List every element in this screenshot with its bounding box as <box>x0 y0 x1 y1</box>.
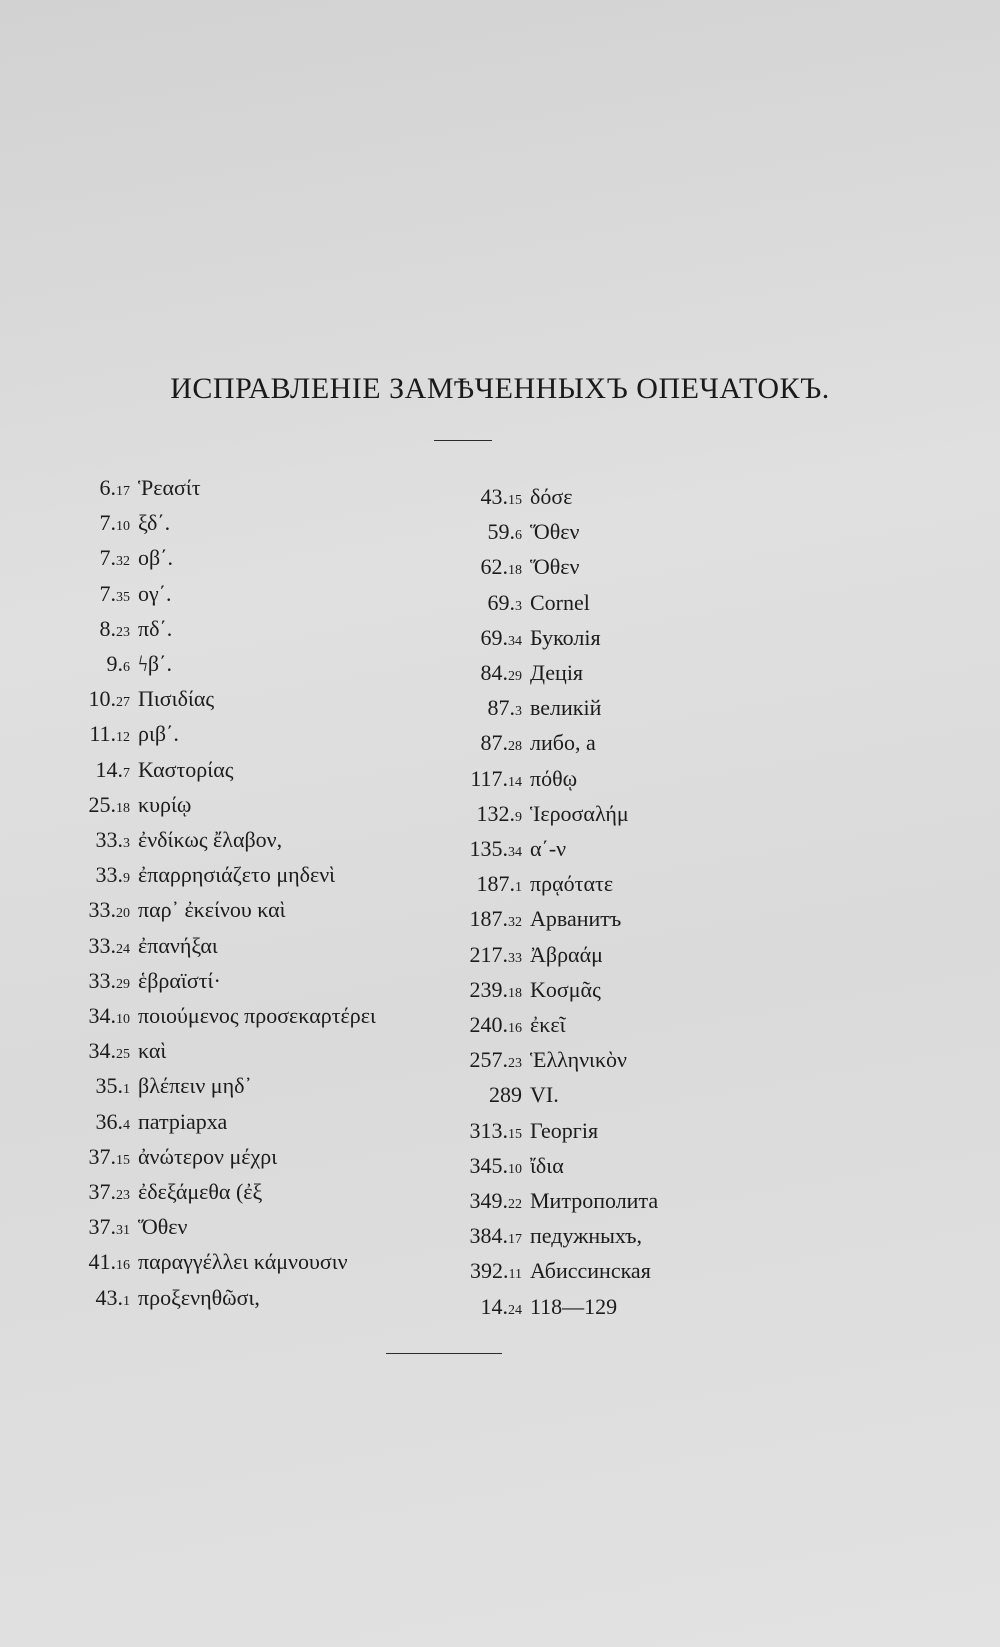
page-number: 313. <box>469 1117 508 1143</box>
corrected-text: великій <box>530 695 602 721</box>
corrected-text: ριβ΄. <box>138 721 179 747</box>
errata-entry <box>450 868 658 903</box>
line-number: 35 <box>116 589 130 605</box>
line-number: 24 <box>508 1302 522 1318</box>
line-number: 16 <box>508 1021 522 1037</box>
page-number: 217. <box>469 941 508 967</box>
errata-reference <box>62 859 130 894</box>
errata-entry <box>450 481 658 516</box>
errata-reference <box>450 1115 522 1150</box>
page-number: 239. <box>469 976 508 1002</box>
corrected-text: Ῥεασίτ <box>138 475 201 500</box>
line-number: 6 <box>123 660 130 676</box>
page-number: 7. <box>99 580 116 606</box>
line-number: 33 <box>508 950 522 966</box>
page-number: 87. <box>480 730 508 756</box>
errata-reference <box>450 903 522 938</box>
errata-entry <box>450 657 658 692</box>
page-number: 132. <box>476 800 515 826</box>
errata-reference <box>450 516 522 551</box>
line-number: 3 <box>515 598 522 614</box>
corrected-text: ογ΄. <box>138 580 172 606</box>
page-number: 8. <box>99 615 116 641</box>
page-number: 117. <box>470 765 508 791</box>
errata-entry <box>62 789 376 824</box>
page-number: 37. <box>88 1143 116 1169</box>
errata-reference <box>62 1141 130 1176</box>
corrected-text: ἐκεῖ <box>530 1012 566 1038</box>
errata-entry <box>62 472 376 507</box>
errata-reference <box>62 1106 130 1141</box>
page-number: 384. <box>469 1223 508 1249</box>
corrected-text: Буколія <box>530 624 601 650</box>
page-number: 33. <box>95 862 123 888</box>
line-number: 32 <box>508 915 522 931</box>
errata-reference <box>450 551 522 586</box>
line-number: 11 <box>508 1267 522 1283</box>
line-number: 3 <box>515 704 522 720</box>
page-number: 69. <box>480 624 508 650</box>
page-number: 87. <box>487 695 515 721</box>
corrected-text: ἴδια <box>530 1152 564 1178</box>
errata-reference <box>62 754 130 789</box>
page-number: 33. <box>88 967 116 993</box>
errata-entry <box>450 551 658 586</box>
errata-reference <box>450 939 522 974</box>
corrected-text: καὶ <box>138 1038 167 1064</box>
errata-entry <box>62 930 376 965</box>
corrected-text: ἐδεξάμεθα (ἐξ <box>138 1179 263 1205</box>
page-number: 33. <box>88 932 116 958</box>
corrected-text: Ὅθεν <box>530 554 580 580</box>
errata-entry <box>450 798 658 833</box>
errata-entry <box>450 516 658 551</box>
errata-reference <box>450 1291 522 1326</box>
page-number: 289 <box>489 1082 522 1108</box>
page-number: 135. <box>469 836 508 862</box>
page-number: 10. <box>88 686 116 712</box>
errata-reference <box>450 657 522 692</box>
corrected-text: οβ΄. <box>138 545 174 571</box>
corrected-text: Ἀβραάμ <box>530 941 603 967</box>
corrected-text: Арванитъ <box>530 906 622 932</box>
line-number: 9 <box>123 871 130 887</box>
corrected-text: προξενηθῶσι, <box>138 1284 260 1310</box>
errata-entry <box>450 1255 658 1290</box>
line-number: 34 <box>508 633 522 649</box>
errata-reference <box>62 894 130 929</box>
page-number: 33. <box>88 897 116 923</box>
line-number: 10 <box>116 1012 130 1028</box>
page-number: 14. <box>95 756 123 782</box>
errata-reference <box>62 613 130 648</box>
line-number: 10 <box>116 519 130 535</box>
errata-reference <box>450 481 522 516</box>
errata-reference <box>62 472 130 507</box>
errata-reference <box>450 833 522 868</box>
page-number: 43. <box>480 484 508 509</box>
errata-reference <box>450 763 522 798</box>
errata-reference <box>62 507 130 542</box>
line-number: 9 <box>515 809 522 825</box>
errata-reference <box>62 1246 130 1281</box>
corrected-text: Καστορίας <box>138 756 234 782</box>
errata-reference <box>62 1176 130 1211</box>
line-number: 14 <box>508 774 522 790</box>
line-number: 34 <box>508 845 522 861</box>
line-number: 25 <box>116 1047 130 1063</box>
errata-reference <box>62 578 130 613</box>
errata-reference <box>62 1000 130 1035</box>
page-number: 41. <box>88 1249 116 1275</box>
errata-entry <box>62 683 376 718</box>
errata-reference <box>62 718 130 753</box>
page-number: 257. <box>469 1047 508 1073</box>
page-title: ИСПРАВЛЕНІЕ ЗАМѢЧЕННЫХЪ ОПЕЧАТОКЪ. <box>170 372 830 405</box>
page-number: 37. <box>88 1179 116 1205</box>
errata-entry <box>450 622 658 657</box>
line-number: 32 <box>116 554 130 570</box>
errata-reference <box>450 1044 522 1079</box>
line-number: 10 <box>508 1161 522 1177</box>
page-number: 43. <box>95 1284 123 1310</box>
page-number: 34. <box>88 1003 116 1029</box>
corrected-text: Cornel <box>530 589 590 615</box>
line-number: 7 <box>123 765 130 781</box>
page-number: 35. <box>95 1073 123 1099</box>
errata-entry <box>62 1246 376 1281</box>
line-number: 12 <box>116 730 130 746</box>
errata-reference <box>450 1150 522 1185</box>
errata-reference <box>450 1185 522 1220</box>
page-number: 7. <box>99 545 116 571</box>
errata-reference <box>62 1035 130 1070</box>
corrected-text: ἐνδίκως ἔλαβον, <box>138 827 283 853</box>
line-number: 18 <box>116 800 130 816</box>
page-number: 6. <box>99 475 116 500</box>
errata-entry <box>62 1035 376 1070</box>
errata-entry <box>62 754 376 789</box>
errata-entry <box>62 507 376 542</box>
errata-entry <box>450 727 658 762</box>
page-number: 69. <box>487 589 515 615</box>
line-number: 31 <box>116 1223 130 1239</box>
errata-reference <box>450 622 522 657</box>
page-number: 11. <box>89 721 116 747</box>
line-number: 15 <box>116 1152 130 1168</box>
line-number: 15 <box>508 493 522 508</box>
errata-reference <box>450 692 522 727</box>
errata-entry <box>62 542 376 577</box>
errata-entry <box>450 1115 658 1150</box>
page-number: 187. <box>469 906 508 932</box>
errata-entry <box>62 1176 376 1211</box>
errata-left-column <box>62 472 376 1317</box>
page-number: 187. <box>476 871 515 897</box>
page-number: 36. <box>95 1108 123 1134</box>
title-divider <box>434 440 492 441</box>
errata-entry <box>450 903 658 938</box>
line-number: 28 <box>508 739 522 755</box>
corrected-text: Κοσμᾶς <box>530 976 601 1002</box>
errata-reference <box>450 1009 522 1044</box>
page-number: 33. <box>95 827 123 853</box>
corrected-text: δόσε <box>530 484 573 509</box>
corrected-text: παρ᾽ ἐκείνου καὶ <box>138 897 286 923</box>
corrected-text: Ὅθεν <box>530 519 580 545</box>
errata-entry <box>450 692 658 727</box>
errata-entry <box>62 578 376 613</box>
line-number: 23 <box>116 1188 130 1204</box>
corrected-text: βλέπειν μηδ᾽ <box>138 1073 252 1099</box>
errata-entry <box>450 1009 658 1044</box>
page-number: 37. <box>88 1214 116 1240</box>
errata-entry <box>450 1220 658 1255</box>
corrected-text: VI. <box>530 1082 559 1108</box>
corrected-text: πδ΄. <box>138 615 173 641</box>
errata-entry <box>62 1141 376 1176</box>
errata-reference <box>450 1255 522 1290</box>
line-number: 23 <box>508 1056 522 1072</box>
errata-entry <box>62 1070 376 1105</box>
line-number: 23 <box>116 624 130 640</box>
corrected-text: Абиссинская <box>530 1258 651 1284</box>
errata-entry <box>62 894 376 929</box>
page-number: 349. <box>469 1188 508 1214</box>
page-number: 392. <box>470 1258 509 1284</box>
errata-reference <box>450 974 522 1009</box>
corrected-text: Митрополита <box>530 1188 659 1214</box>
errata-entry <box>62 859 376 894</box>
corrected-text: ἐπαρρησιάζετο μηδενὶ <box>138 862 336 888</box>
line-number: 29 <box>508 669 522 685</box>
line-number: 18 <box>508 985 522 1001</box>
line-number: 22 <box>508 1197 522 1213</box>
errata-entry <box>62 965 376 1000</box>
corrected-text: Ὅθεν <box>138 1214 188 1240</box>
errata-entry <box>62 718 376 753</box>
page-number: 9. <box>106 651 123 677</box>
errata-entry <box>450 587 658 622</box>
errata-entry <box>450 1185 658 1220</box>
errata-entry <box>62 824 376 859</box>
line-number: 1 <box>123 1082 130 1098</box>
corrected-text: α΄-ν <box>530 836 567 862</box>
errata-entry <box>450 1044 658 1079</box>
errata-reference <box>450 1220 522 1255</box>
errata-entry <box>62 1106 376 1141</box>
line-number: 29 <box>116 976 130 992</box>
line-number: 20 <box>116 906 130 922</box>
line-number: 16 <box>116 1258 130 1274</box>
errata-reference <box>62 1282 130 1317</box>
errata-reference <box>62 648 130 683</box>
page-number: 84. <box>480 660 508 686</box>
errata-entry <box>450 939 658 974</box>
corrected-text: ποιούμενος προσεκαρτέρει <box>138 1003 376 1029</box>
line-number: 17 <box>116 484 130 499</box>
page-number: 7. <box>99 510 116 536</box>
line-number: 18 <box>508 563 522 579</box>
line-number: 27 <box>116 695 130 711</box>
errata-reference <box>450 798 522 833</box>
page-number: 25. <box>88 791 116 817</box>
page-number: 34. <box>88 1038 116 1064</box>
errata-right-column <box>450 481 658 1326</box>
corrected-text: Георгія <box>530 1117 599 1143</box>
errata-reference <box>62 683 130 718</box>
corrected-text: παραγγέλλει κάμνουσιν <box>138 1249 348 1275</box>
errata-entry <box>62 648 376 683</box>
corrected-text: ἑβραϊστί· <box>138 967 221 993</box>
page-number: 59. <box>487 519 515 545</box>
line-number: 4 <box>123 1117 130 1133</box>
corrected-text: либо, а <box>530 730 596 756</box>
errata-reference <box>62 542 130 577</box>
errata-entry <box>450 833 658 868</box>
page-number: 345. <box>469 1152 508 1178</box>
errata-reference <box>450 727 522 762</box>
corrected-text: πόθῳ <box>530 765 578 791</box>
errata-entry <box>62 1000 376 1035</box>
line-number: 3 <box>123 836 130 852</box>
corrected-text: ϟβ΄. <box>138 651 172 677</box>
errata-reference <box>62 965 130 1000</box>
closing-divider <box>386 1353 502 1354</box>
corrected-text: Ἑλληνικὸν <box>530 1047 628 1073</box>
line-number: 1 <box>515 880 522 896</box>
errata-reference <box>62 1070 130 1105</box>
corrected-text: патріарха <box>138 1108 228 1134</box>
errata-reference <box>450 868 522 903</box>
line-number: 24 <box>116 941 130 957</box>
corrected-text: ἐπανήξαι <box>138 932 218 958</box>
errata-entry <box>450 1291 658 1326</box>
corrected-text: πρᾳότατε <box>530 871 614 897</box>
corrected-text: Ἱεροσαλήμ <box>530 800 629 826</box>
errata-entry <box>62 613 376 648</box>
page-number: 240. <box>469 1012 508 1038</box>
corrected-text: 118—129 <box>530 1293 618 1319</box>
corrected-text: ξδ΄. <box>138 510 171 536</box>
errata-reference <box>450 1079 522 1114</box>
corrected-text: κυρίῳ <box>138 791 192 817</box>
errata-entry <box>62 1211 376 1246</box>
errata-reference <box>62 930 130 965</box>
errata-entry <box>62 1282 376 1317</box>
errata-entry <box>450 763 658 798</box>
page-number: 14. <box>480 1293 508 1319</box>
errata-reference <box>62 1211 130 1246</box>
errata-entry <box>450 1079 658 1114</box>
errata-entry <box>450 974 658 1009</box>
errata-reference <box>62 789 130 824</box>
errata-reference <box>62 824 130 859</box>
errata-reference <box>450 587 522 622</box>
corrected-text: педужныхъ, <box>530 1223 642 1249</box>
errata-entry <box>450 1150 658 1185</box>
line-number: 1 <box>123 1293 130 1309</box>
line-number: 17 <box>508 1232 522 1248</box>
line-number: 15 <box>508 1126 522 1142</box>
page-number: 62. <box>480 554 508 580</box>
corrected-text: ἀνώτερον μέχρι <box>138 1143 278 1169</box>
corrected-text: Πισιδίας <box>138 686 215 712</box>
corrected-text: Деція <box>530 660 584 686</box>
line-number: 6 <box>515 528 522 544</box>
